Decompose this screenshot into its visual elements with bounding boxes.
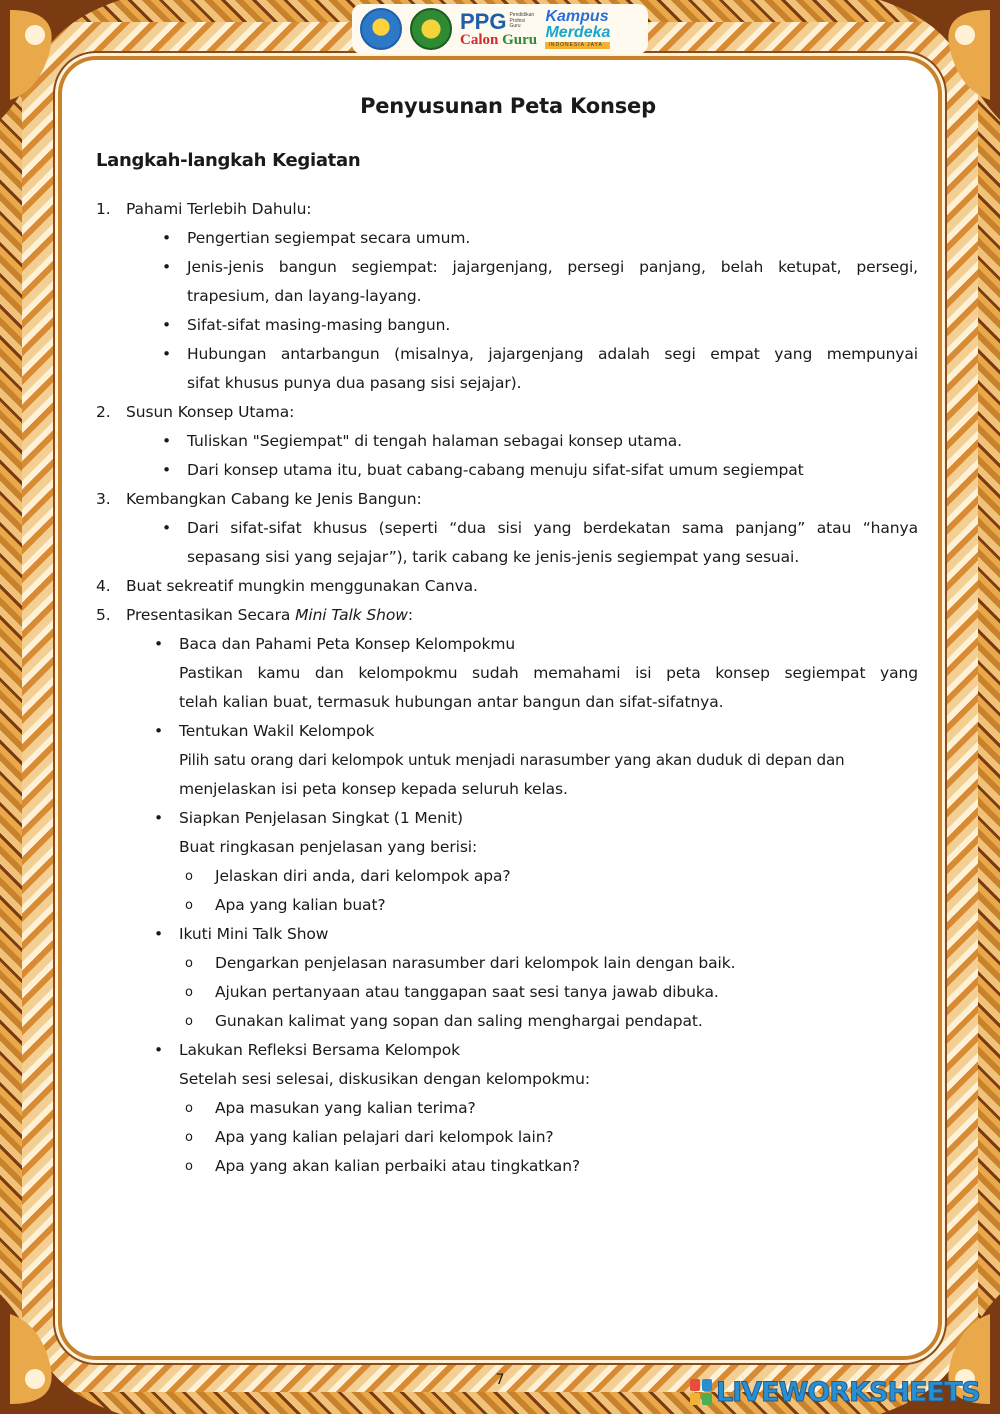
sub-item-heading: • Lakukan Refleksi Bersama Kelompok [179,1036,460,1065]
point-text: Apa masukan yang kalian terima? [215,1099,476,1117]
point-text: Gunakan kalimat yang sopan dan saling menghargai pendapat. [215,1012,703,1030]
list-item-continuation: sepasang sisi yang sejajar”), tarik cabang ke jenis-jenis segiempat yang sesuai. [187,548,800,566]
sub-item-desc: menjelaskan isi peta konsep kepada seluruh kelas. [179,780,568,798]
sub-item-heading: • Tentukan Wakil Kelompok [179,717,374,746]
km-logo-line2: Merdeka [545,23,611,41]
sub-item-heading: • Baca dan Pahami Peta Konsep Kelompokmu [179,630,515,659]
circle-bullet-marker: o [185,1014,193,1029]
km-logo-line1: Kampus [545,8,609,26]
point-text: Apa yang akan kalian perbaiki atau tingkatkan? [215,1157,581,1175]
ppg-logo-word: PPG [460,8,507,34]
km-logo-sub: INDONESIA JAYA [545,42,610,49]
sub-item-desc: Pastikan kamu dan kelompokmu sudah memahami isi peta konsep segiempat yang [179,664,918,682]
list-item: • Dari sifat-sifat khusus (seperti “dua sisi yang berdekatan sama panjang” atau “hanya [187,514,918,543]
university-logo [410,8,452,50]
ppg-logo-guru: Guru [502,31,538,48]
point-text: Apa yang kalian buat? [215,896,386,914]
section-heading: Langkah-langkah Kegiatan [96,150,361,171]
page-number: 7 [495,1372,505,1388]
liveworksheets-watermark[interactable] [690,1372,980,1412]
ppg-logo-calon: Calon [460,31,499,48]
list-item: • Pengertian segiempat secara umum. [187,224,470,253]
step-number: 1. [96,200,111,218]
list-item: • Jenis-jenis bangun segiempat: jajargenjang, persegi panjang, belah ketupat, persegi, [187,253,918,282]
page-title: Penyusunan Peta Konsep [360,94,656,118]
step-label: Susun Konsep Utama: [126,403,295,421]
list-item: • Tuliskan "Segiempat" di tengah halaman sebagai konsep utama. [187,427,682,456]
circle-bullet-marker: o [185,1101,193,1116]
sub-item-heading: • Siapkan Penjelasan Singkat (1 Menit) [179,804,463,833]
sub-item-desc: Setelah sesi selesai, diskusikan dengan kelompokmu: [179,1070,591,1088]
point-text: Ajukan pertanyaan atau tanggapan saat sesi tanya jawab dibuka. [215,983,719,1001]
point-text: Apa yang kalian pelajari dari kelompok lain? [215,1128,554,1146]
sub-item-desc: Buat ringkasan penjelasan yang berisi: [179,838,478,856]
step-number: 4. [96,577,111,595]
step-label: Kembangkan Cabang ke Jenis Bangun: [126,490,422,508]
circle-bullet-marker: o [185,898,193,913]
kemendikbud-logo [360,8,402,50]
step-label: Presentasikan Secara Mini Talk Show: [126,606,413,624]
point-text: Dengarkan penjelasan narasumber dari kelompok lain dengan baik. [215,954,736,972]
sub-item-desc: Pilih satu orang dari kelompok untuk menjadi narasumber yang akan duduk di depan dan [179,751,845,769]
step-label: Pahami Terlebih Dahulu: [126,200,312,218]
list-item: • Dari konsep utama itu, buat cabang-cabang menuju sifat-sifat umum segiempat [187,456,804,485]
circle-bullet-marker: o [185,1159,193,1174]
list-item-continuation: trapesium, dan layang-layang. [187,287,422,305]
circle-bullet-marker: o [185,869,193,884]
watermark-text: LIVEWORKSHEETS [716,1376,980,1408]
ppg-logo-subtitle: Pendidikan Profesi Guru [509,12,535,30]
liveworksheets-icon [690,1379,712,1405]
list-item: • Sifat-sifat masing-masing bangun. [187,311,450,340]
circle-bullet-marker: o [185,956,193,971]
point-text: Jelaskan diri anda, dari kelompok apa? [215,867,511,885]
step-label: Buat sekreatif mungkin menggunakan Canva. [126,577,478,595]
step-number: 3. [96,490,111,508]
sub-item-heading: • Ikuti Mini Talk Show [179,920,328,949]
kampus-merdeka-logo [545,9,610,48]
document-content [96,84,920,1175]
list-item: • Hubungan antarbangun (misalnya, jajargenjang adalah segi empat yang mempunyai [187,340,918,369]
circle-bullet-marker: o [185,985,193,1000]
step-number: 2. [96,403,111,421]
ppg-logo [460,8,538,48]
step-number: 5. [96,606,111,624]
list-item-continuation: sifat khusus punya dua pasang sisi sejajar). [187,374,522,392]
sub-item-desc: telah kalian buat, termasuk hubungan antar bangun dan sifat-sifatnya. [179,693,724,711]
header-logos [352,4,648,54]
circle-bullet-marker: o [185,1130,193,1145]
